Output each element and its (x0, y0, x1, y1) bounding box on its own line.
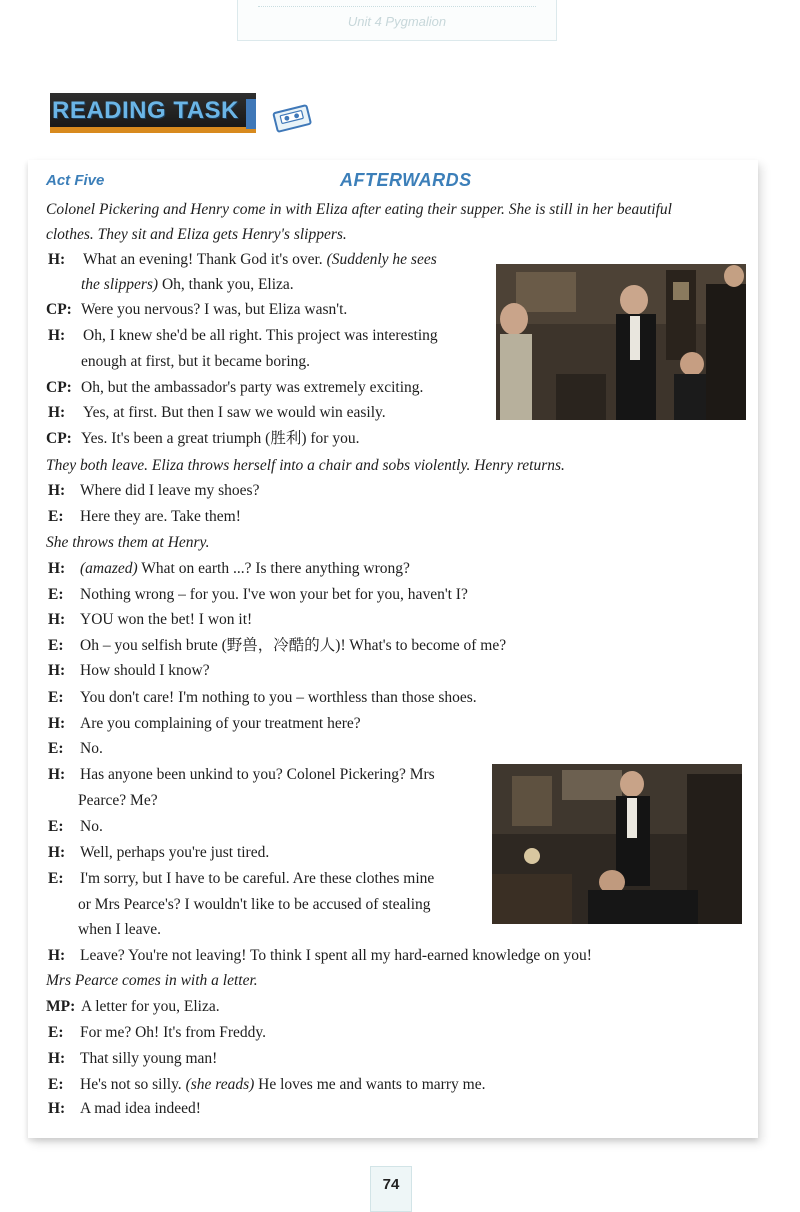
speaker-label: E: (48, 637, 64, 654)
photo-scene-henry-eliza (492, 764, 742, 924)
speaker-label: E: (48, 508, 64, 525)
dialogue-line: How should I know? (80, 662, 210, 679)
speaker-label: E: (48, 1076, 64, 1093)
speaker-label: E: (48, 870, 64, 887)
speaker-label: H: (48, 715, 66, 732)
intro-line-2: clothes. They sit and Eliza gets Henry's slippers. (46, 226, 347, 243)
speaker-label: H: (48, 1100, 66, 1117)
speaker-label: H: (48, 947, 66, 964)
scene-title: AFTERWARDS (340, 170, 472, 190)
dialogue-line: No. (80, 818, 103, 835)
page-number: 74 (370, 1166, 412, 1212)
dialogue-line: He's not so silly. (she reads) He loves me and wants to marry me. (80, 1076, 486, 1093)
speaker-label: E: (48, 689, 64, 706)
dialogue-line: when I leave. (78, 921, 162, 938)
speaker-label: E: (48, 1024, 64, 1041)
dialogue-line: (amazed) What on earth ...? Is there anything wrong? (80, 560, 410, 577)
dialogue-line: A mad idea indeed! (80, 1100, 201, 1117)
dialogue-line: For me? Oh! It's from Freddy. (80, 1024, 267, 1041)
stage-direction: She throws them at Henry. (46, 534, 210, 551)
running-head (237, 0, 557, 41)
banner-label: READING TASK (52, 97, 239, 124)
speaker-label: H: (48, 482, 66, 499)
dialogue-line: A letter for you, Eliza. (81, 998, 220, 1015)
dialogue-line: Has anyone been unkind to you? Colonel Pickering? Mrs (80, 766, 435, 783)
speaker-label: H: (48, 327, 66, 344)
dialogue-line: the slippers) Oh, thank you, Eliza. (81, 276, 294, 293)
speaker-label: H: (48, 611, 66, 628)
speaker-label: CP: (46, 430, 72, 447)
speaker-label: H: (48, 1050, 66, 1067)
dialogue-line: Yes. It's been a great triumph (胜利) for you. (81, 430, 360, 447)
dialogue-line: No. (80, 740, 103, 757)
dialogue-line: Well, perhaps you're just tired. (80, 844, 270, 861)
reading-task-banner (50, 93, 256, 133)
dialogue-line: Oh – you selfish brute (野兽，冷酷的人)! What's to become of me? (80, 637, 507, 654)
dialogue-line: Oh, I knew she'd be all right. This project was interesting (83, 327, 438, 344)
dialogue-line: Oh, but the ambassador's party was extremely exciting. (81, 379, 424, 396)
dialogue-line: Were you nervous? I was, but Eliza wasn't. (81, 301, 348, 318)
dialogue-line: You don't care! I'm nothing to you – worthless than those shoes. (80, 689, 477, 706)
speaker-label: H: (48, 766, 66, 783)
speaker-label: CP: (46, 301, 72, 318)
photo-scene-pickering-henry (496, 264, 746, 420)
dialogue-line: What an evening! Thank God it's over. (Suddenly he sees (83, 251, 437, 268)
speaker-label: E: (48, 586, 64, 603)
running-head-rule (258, 2, 536, 7)
dialogue-line: Where did I leave my shoes? (80, 482, 260, 499)
act-label: Act Five (46, 172, 105, 189)
running-head-text: Unit 4 Pygmalion (347, 14, 447, 29)
dialogue-line: Are you complaining of your treatment here? (80, 715, 361, 732)
dialogue-line: Yes, at first. But then I saw we would win easily. (83, 404, 386, 421)
speaker-label: H: (48, 662, 66, 679)
speaker-label: E: (48, 818, 64, 835)
dialogue-line: YOU won the bet! I won it! (80, 611, 253, 628)
speaker-label: E: (48, 740, 64, 757)
speaker-label: H: (48, 560, 66, 577)
stage-direction: They both leave. Eliza throws herself into a chair and sobs violently. Henry returns. (46, 457, 565, 474)
dialogue-line: enough at first, but it became boring. (81, 353, 310, 370)
speaker-label: CP: (46, 379, 72, 396)
dialogue-line: Here they are. Take them! (80, 508, 241, 525)
dialogue-line: or Mrs Pearce's? I wouldn't like to be accused of stealing (78, 896, 431, 913)
speaker-label: MP: (46, 998, 76, 1015)
intro-line-1: Colonel Pickering and Henry come in with Eliza after eating their supper. She is still in her beautiful (46, 201, 672, 218)
dialogue-line: Leave? You're not leaving! To think I spent all my hard-earned knowledge on you! (80, 947, 592, 964)
speaker-label: H: (48, 251, 66, 268)
dialogue-line: That silly young man! (80, 1050, 218, 1067)
stage-direction: Mrs Pearce comes in with a letter. (46, 972, 258, 989)
speaker-label: H: (48, 404, 66, 421)
speaker-label: H: (48, 844, 66, 861)
dialogue-line: Pearce? Me? (78, 792, 158, 809)
dialogue-line: I'm sorry, but I have to be careful. Are these clothes mine (80, 870, 435, 887)
dialogue-line: Nothing wrong – for you. I've won your bet for you, haven't I? (80, 586, 468, 603)
cassette-tape-icon (272, 102, 312, 134)
